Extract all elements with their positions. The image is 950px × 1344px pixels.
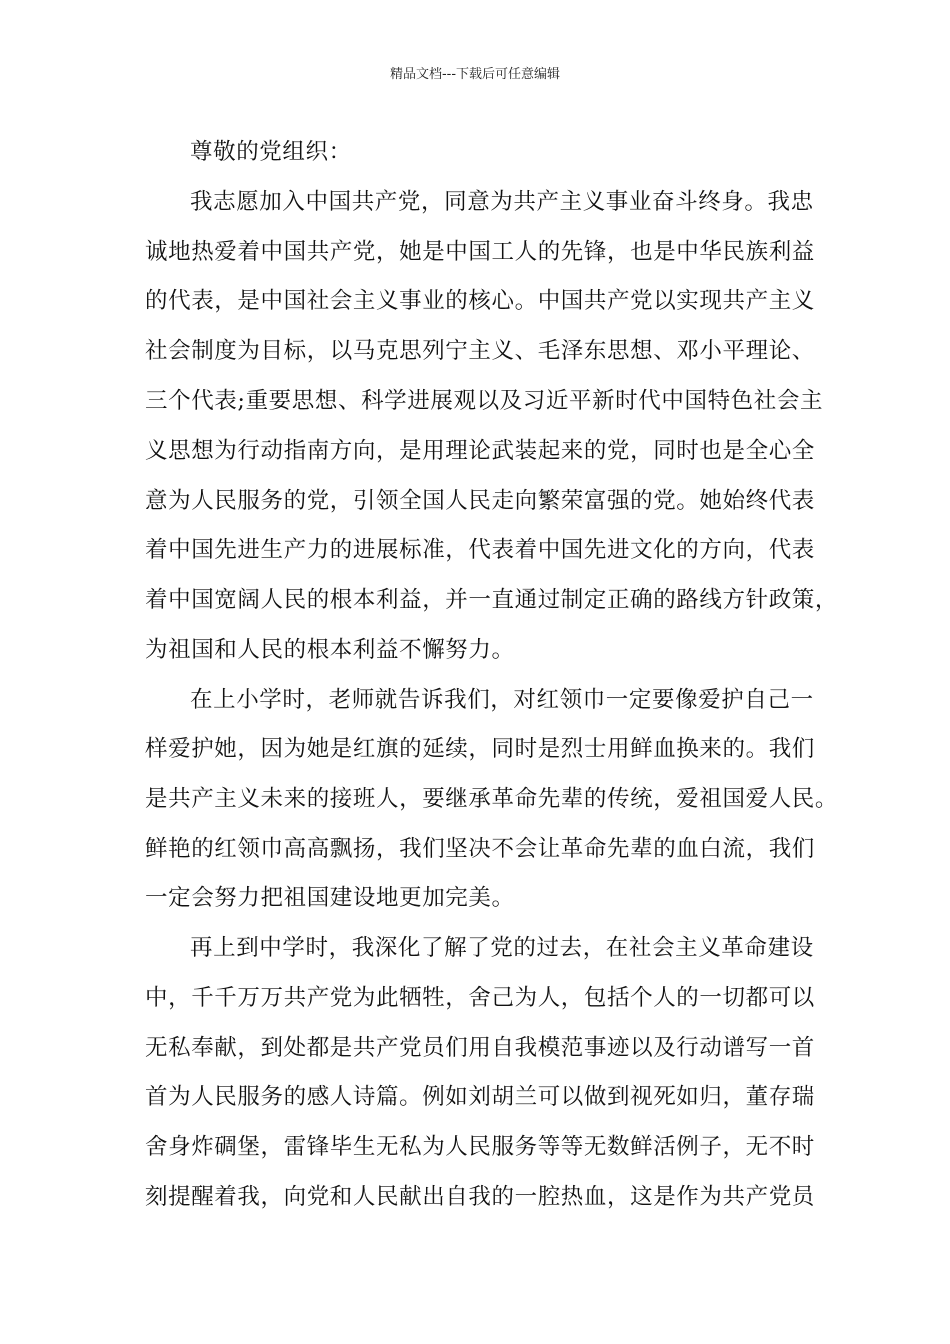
paragraph-line: 三个代表;重要思想、科学进展观以及习近平新时代中国特色社会主 xyxy=(145,388,824,414)
paragraph-line: 是共产主义未来的接班人，要继承革命先辈的传统，爱祖国爱人民。 xyxy=(145,786,839,812)
paragraph-line: 为祖国和人民的根本利益不懈努力。 xyxy=(145,637,515,663)
paragraph-line: 着中国宽阔人民的根本利益，并一直通过制定正确的路线方针政策， xyxy=(145,587,839,613)
paragraph-line: 一定会努力把祖国建设地更加完美。 xyxy=(145,885,515,911)
paragraph-line: 在上小学时，老师就告诉我们，对红领巾一定要像爱护自己一 xyxy=(190,687,814,713)
paragraph-line: 中，千千万万共产党为此牺牲，舍己为人，包括个人的一切都可以 xyxy=(145,985,815,1011)
paragraph-line: 义思想为行动指南方向，是用理论武装起来的党，同时也是全心全 xyxy=(145,438,815,464)
paragraph-line: 舍身炸碉堡，雷锋毕生无私为人民服务等等无数鲜活例子，无不时 xyxy=(145,1134,815,1160)
paragraph-line: 社会制度为目标，以马克思列宁主义、毛泽东思想、邓小平理论、 xyxy=(145,338,815,364)
paragraph-line: 的代表，是中国社会主义事业的核心。中国共产党以实现共产主义 xyxy=(145,288,815,314)
paragraph-line: 诚地热爱着中国共产党，她是中国工人的先锋，也是中华民族利益 xyxy=(145,239,815,265)
page-header: 精品文档---下载后可任意编辑 xyxy=(389,67,561,82)
paragraph-line: 再上到中学时，我深化了解了党的过去，在社会主义革命建设 xyxy=(190,935,814,961)
paragraph-line: 样爱护她，因为她是红旗的延续，同时是烈士用鲜血换来的。我们 xyxy=(145,736,815,762)
paragraph-line: 首为人民服务的感人诗篇。例如刘胡兰可以做到视死如归，董存瑞 xyxy=(145,1084,815,1110)
paragraph-line: 我志愿加入中国共产党，同意为共产主义事业奋斗终身。我忠 xyxy=(190,189,814,215)
paragraph-line: 无私奉献，到处都是共产党员们用自我模范事迹以及行动谱写一首 xyxy=(145,1035,815,1061)
paragraph-line: 鲜艳的红领巾高高飘扬，我们坚决不会让革命先辈的血白流，我们 xyxy=(145,836,815,862)
paragraph-line: 意为人民服务的党，引领全国人民走向繁荣富强的党。她始终代表 xyxy=(145,488,815,514)
paragraph-line: 着中国先进生产力的进展标准，代表着中国先进文化的方向，代表 xyxy=(145,537,815,563)
salutation: 尊敬的党组织： xyxy=(190,139,352,165)
paragraph-line: 刻提醒着我，向党和人民献出自我的一腔热血，这是作为共产党员 xyxy=(145,1184,815,1210)
